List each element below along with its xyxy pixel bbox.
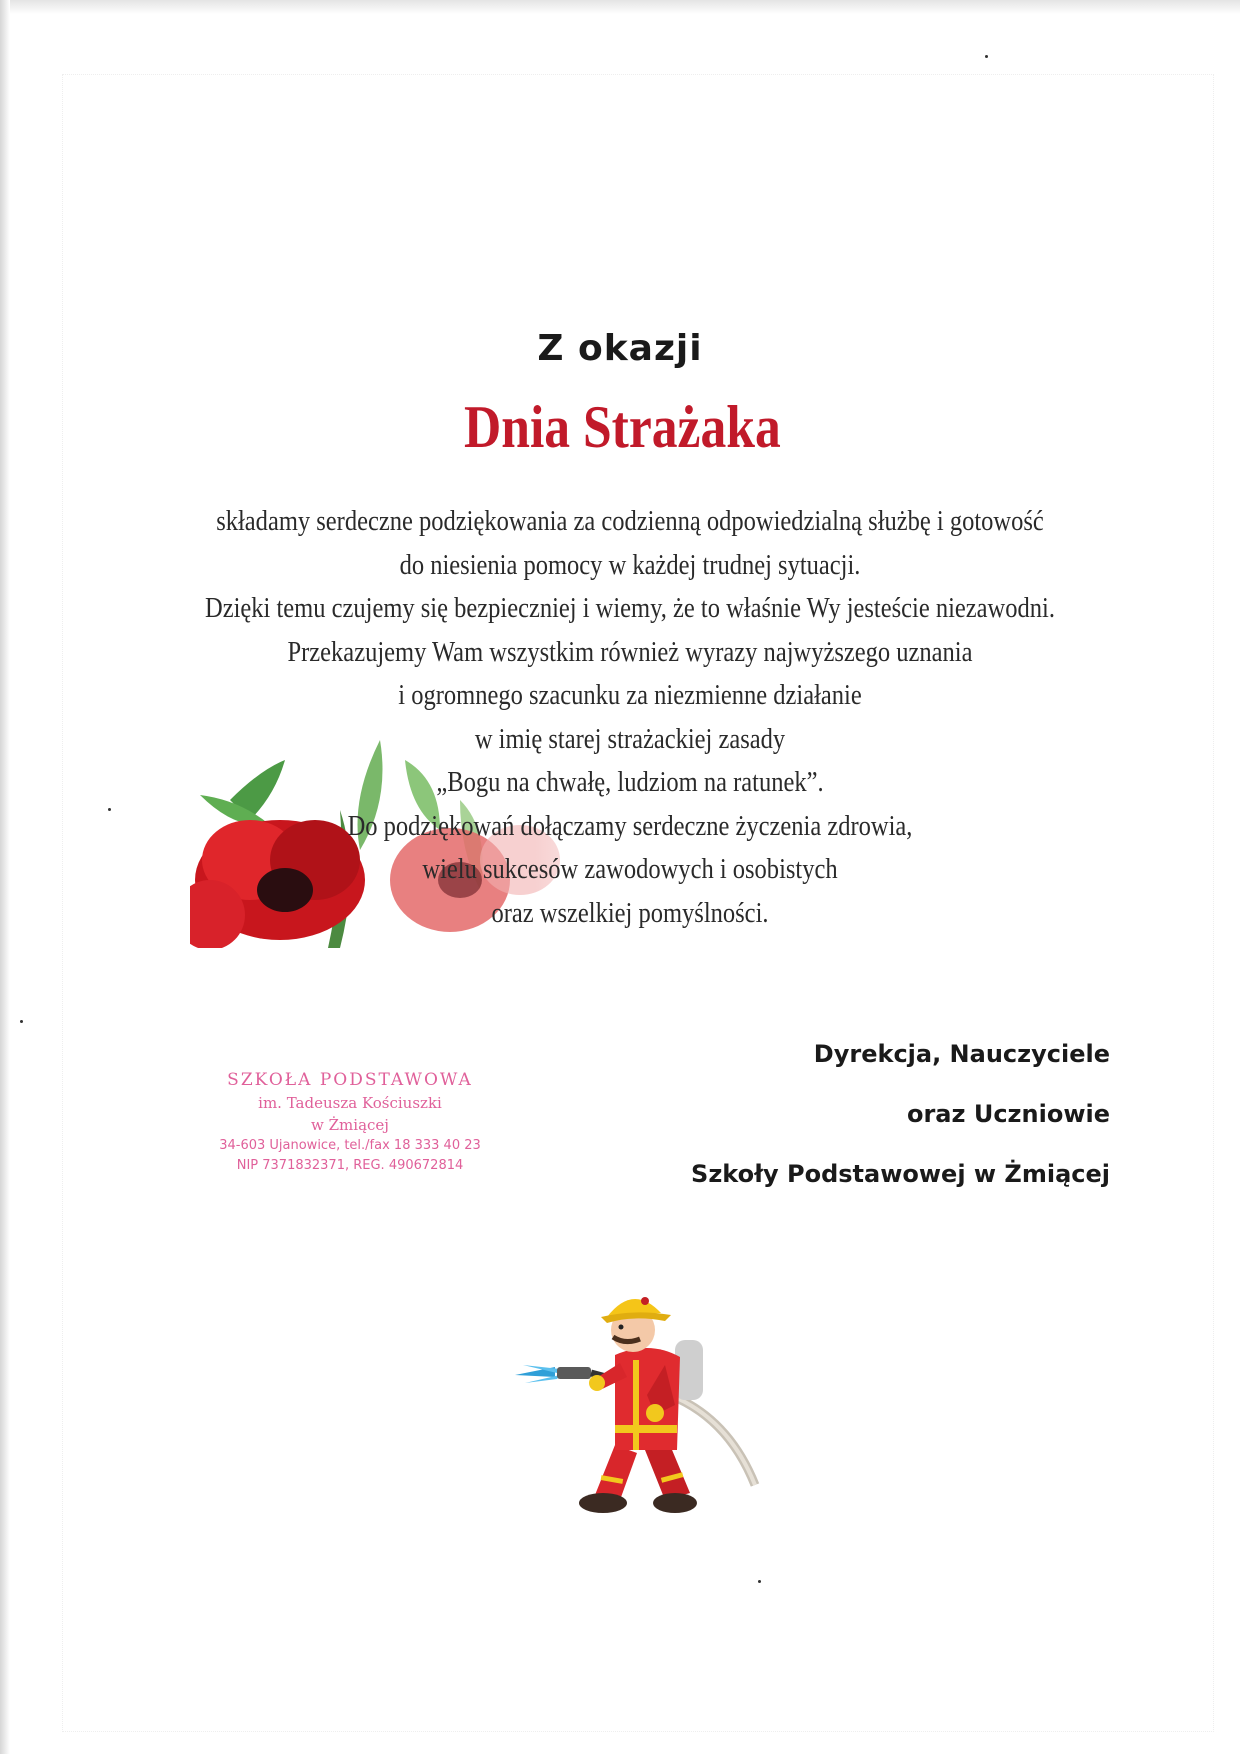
greeting-line: do niesienia pomocy w każdej trudnej sytuacji. — [399, 549, 861, 581]
signature-line: Dyrekcja, Nauczyciele — [813, 1040, 1110, 1068]
greeting-line: Dzięki temu czujemy się bezpieczniej i wiemy, że to właśnie Wy jesteście niezawodni. — [205, 593, 1055, 624]
greeting-line: i ogromnego szacunku za niezmienne działanie — [398, 680, 862, 711]
signature-line: Szkoły Podstawowej w Żmiącej — [691, 1160, 1110, 1188]
scan-edge-top — [0, 0, 1240, 14]
signature-block — [691, 1024, 1110, 1204]
greeting-line: Do podziękowań dołączamy serdeczne życzenia zdrowia, — [347, 810, 913, 842]
firefighters-day-title: Dnia Strażaka — [463, 394, 781, 460]
occasion-heading: Z okazji — [537, 328, 703, 369]
stamp-school-title: SZKOŁA PODSTAWOWA — [227, 1070, 473, 1090]
greeting-line: wielu sukcesów zawodowych i osobistych — [422, 854, 838, 885]
signature-line: oraz Uczniowie — [906, 1100, 1110, 1128]
greeting-line: oraz wszelkiej pomyślności. — [491, 897, 769, 929]
greeting-line: Przekazujemy Wam wszystkim również wyrazy najwyższego uznania — [287, 636, 973, 668]
scan-speck — [20, 1020, 23, 1023]
scan-speck — [985, 55, 988, 58]
greeting-line: w imię starej strażackiej zasady — [474, 723, 786, 755]
scan-speck — [758, 1580, 761, 1583]
school-stamp — [200, 1068, 500, 1176]
scan-speck — [108, 808, 111, 811]
stamp-place: w Żmiącej — [311, 1116, 389, 1134]
stamp-patron-name: im. Tadeusza Kościuszki — [258, 1094, 442, 1112]
firefighter-illustration — [515, 1285, 775, 1525]
greeting-line: „Bogu na chwałę, ludziom na ratunek”. — [436, 767, 824, 798]
scan-edge-left — [0, 0, 10, 1754]
greeting-text — [100, 500, 1160, 935]
stamp-address: 34-603 Ujanowice, tel./fax 18 333 40 23 — [219, 1138, 481, 1153]
greeting-line: składamy serdeczne podziękowania za codzienną odpowiedzialną służbę i gotowość — [216, 506, 1044, 537]
stamp-ids: NIP 7371832371, REG. 490672814 — [236, 1158, 464, 1173]
